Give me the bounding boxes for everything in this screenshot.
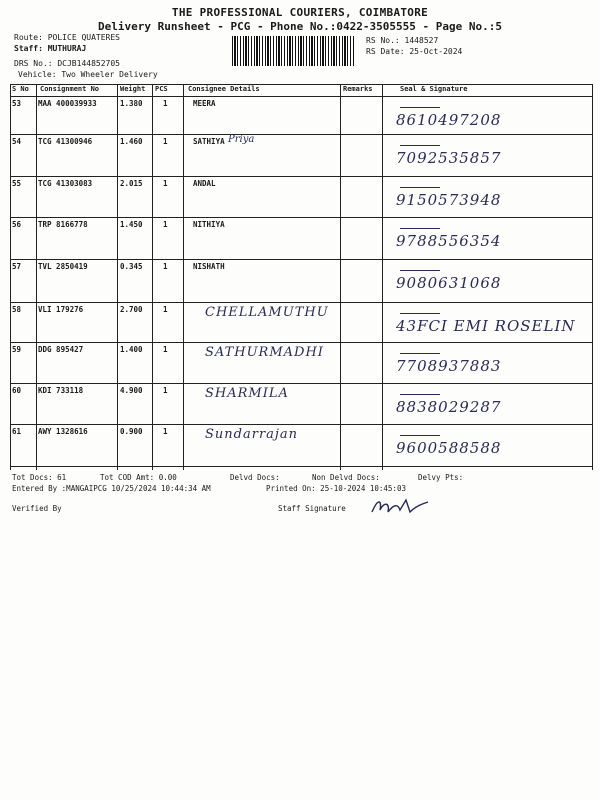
signature-scribble <box>400 394 440 395</box>
signature-scribble <box>400 107 440 108</box>
rs-date-line <box>366 47 462 57</box>
rs-no-value: 1448527 <box>404 36 439 45</box>
row-consignee: NISHATH <box>193 262 225 271</box>
row-consignee: ANDAL <box>193 179 216 188</box>
staff-line <box>14 44 86 54</box>
row-pcs: 1 <box>163 137 168 146</box>
route-label: Route: <box>14 33 43 42</box>
row-signature: 9080631068 <box>396 274 502 292</box>
row-weight: 2.015 <box>120 179 143 188</box>
staff-signature-mark <box>370 496 430 520</box>
table-rule <box>10 134 592 135</box>
row-consignee-handwritten: Sundarrajan <box>205 427 299 442</box>
row-pcs: 1 <box>163 386 168 395</box>
entered-by: Entered By :MANGAIPCG 10/25/2024 10:44:34 AM <box>12 484 211 493</box>
row-signature: 8838029287 <box>396 398 502 416</box>
barcode <box>232 36 354 66</box>
row-consignee: MEERA <box>193 99 216 108</box>
col-weight: Weight <box>120 85 146 93</box>
delvd-docs: Delvd Docs: <box>230 473 280 482</box>
signature-scribble <box>400 270 440 271</box>
table-column-rule <box>152 84 153 470</box>
row-pcs: 1 <box>163 262 168 271</box>
table-rule <box>10 466 592 467</box>
rs-no-line <box>366 36 438 46</box>
table-column-rule <box>592 84 593 470</box>
table-rule <box>10 176 592 177</box>
col-consignment: Consignment No <box>40 85 100 93</box>
signature-scribble-icon <box>370 496 430 516</box>
col-remarks: Remarks <box>343 85 373 93</box>
row-signature: 9600588588 <box>396 439 502 457</box>
vehicle-line: Vehicle: Two Wheeler Delivery <box>18 70 158 79</box>
row-pcs: 1 <box>163 345 168 354</box>
row-sno: 57 <box>12 262 22 271</box>
row-weight: 2.700 <box>120 305 143 314</box>
route-value: POLICE QUATERES <box>47 33 120 42</box>
row-weight: 0.900 <box>120 427 143 436</box>
signature-scribble <box>400 353 440 354</box>
signature-scribble <box>400 313 440 314</box>
row-sno: 58 <box>12 305 22 314</box>
row-signature: 9150573948 <box>396 191 502 209</box>
company-title: THE PROFESSIONAL COURIERS, COIMBATORE <box>171 6 429 19</box>
col-sno: S No <box>12 85 29 93</box>
signature-scribble <box>400 145 440 146</box>
row-consignee-handwritten: SATHURMADHI <box>205 345 324 360</box>
row-consignment-no: TCG 41300946 <box>38 137 93 146</box>
row-pcs: 1 <box>163 99 168 108</box>
route-line <box>14 33 120 43</box>
staff-label: Staff: <box>14 44 43 53</box>
verified-by: Verified By <box>12 504 62 513</box>
table-rule <box>10 84 592 85</box>
row-consignment-no: MAA 400039933 <box>38 99 97 108</box>
row-pcs: 1 <box>163 427 168 436</box>
row-weight: 4.900 <box>120 386 143 395</box>
row-weight: 1.460 <box>120 137 143 146</box>
staff-signature-label: Staff Signature <box>278 504 346 513</box>
row-consignee-handwritten: SHARMILA <box>205 386 289 401</box>
row-signature: 9788556354 <box>396 232 502 250</box>
signature-scribble <box>400 228 440 229</box>
row-weight: 1.450 <box>120 220 143 229</box>
col-consignee: Consignee Details <box>188 85 260 93</box>
row-sno: 59 <box>12 345 22 354</box>
printed-on: Printed On: 25-10-2024 10:45:03 <box>266 484 406 493</box>
drs-label: DRS No.: <box>14 59 53 68</box>
row-sno: 61 <box>12 427 22 436</box>
row-signature: 8610497208 <box>396 111 502 129</box>
rs-date-value: 25-Oct-2024 <box>409 47 463 56</box>
row-consignment-no: DDG 895427 <box>38 345 84 354</box>
row-sno: 60 <box>12 386 22 395</box>
rs-no-label: RS No.: <box>366 36 400 45</box>
runsheet-subtitle: Delivery Runsheet - PCG - Phone No.:0422-3505555 - Page No.:5 <box>98 20 502 33</box>
row-consignment-no: VLI 179276 <box>38 305 84 314</box>
row-sno: 54 <box>12 137 22 146</box>
col-seal-signature: Seal & Signature <box>400 85 468 93</box>
tot-docs: Tot Docs: 61 <box>12 473 67 482</box>
non-delvd-docs: Non Delvd Docs: <box>312 473 380 482</box>
table-column-rule <box>183 84 184 470</box>
row-sno: 55 <box>12 179 22 188</box>
staff-value: MUTHURAJ <box>47 44 87 53</box>
table-column-rule <box>10 84 11 470</box>
row-weight: 1.380 <box>120 99 143 108</box>
table-column-rule <box>117 84 118 470</box>
col-pcs: PCS <box>155 85 168 93</box>
row-pcs: 1 <box>163 220 168 229</box>
row-signature: 7092535857 <box>396 149 502 167</box>
row-consignee-handwritten: CHELLAMUTHU <box>205 305 329 320</box>
row-weight: 1.400 <box>120 345 143 354</box>
row-consignment-no: TCG 41303083 <box>38 179 93 188</box>
table-rule <box>10 383 592 384</box>
row-consignment-no: TRP 8166778 <box>38 220 88 229</box>
rs-date-label: RS Date: <box>366 47 405 56</box>
table-column-rule <box>36 84 37 470</box>
drs-value: DCJB144852705 <box>57 59 120 68</box>
table-column-rule <box>340 84 341 470</box>
table-rule <box>10 217 592 218</box>
row-signature: 7708937883 <box>396 357 502 375</box>
delvy-pts: Delvy Pts: <box>418 473 464 482</box>
row-signature: 43FCI EMI ROSELIN <box>396 317 576 335</box>
drs-line <box>14 59 120 69</box>
row-consignment-no: AWY 1328616 <box>38 427 88 436</box>
row-sno: 53 <box>12 99 22 108</box>
table-rule <box>10 302 592 303</box>
row-weight: 0.345 <box>120 262 143 271</box>
signature-scribble <box>400 187 440 188</box>
table-rule <box>10 259 592 260</box>
row-consignment-no: KDI 733118 <box>38 386 84 395</box>
signature-scribble <box>400 435 440 436</box>
table-rule <box>10 424 592 425</box>
row-consignment-no: TVL 2850419 <box>38 262 88 271</box>
table-rule <box>10 96 592 97</box>
table-column-rule <box>382 84 383 470</box>
row-pcs: 1 <box>163 179 168 188</box>
row-sno: 56 <box>12 220 22 229</box>
row-consignee: SATHIYA <box>193 137 225 146</box>
tot-cod: Tot COD Amt: 0.00 <box>100 473 177 482</box>
row-consignee: NITHIYA <box>193 220 225 229</box>
table-rule <box>10 342 592 343</box>
row-consignee-handwritten: Priya <box>228 134 255 145</box>
row-pcs: 1 <box>163 305 168 314</box>
